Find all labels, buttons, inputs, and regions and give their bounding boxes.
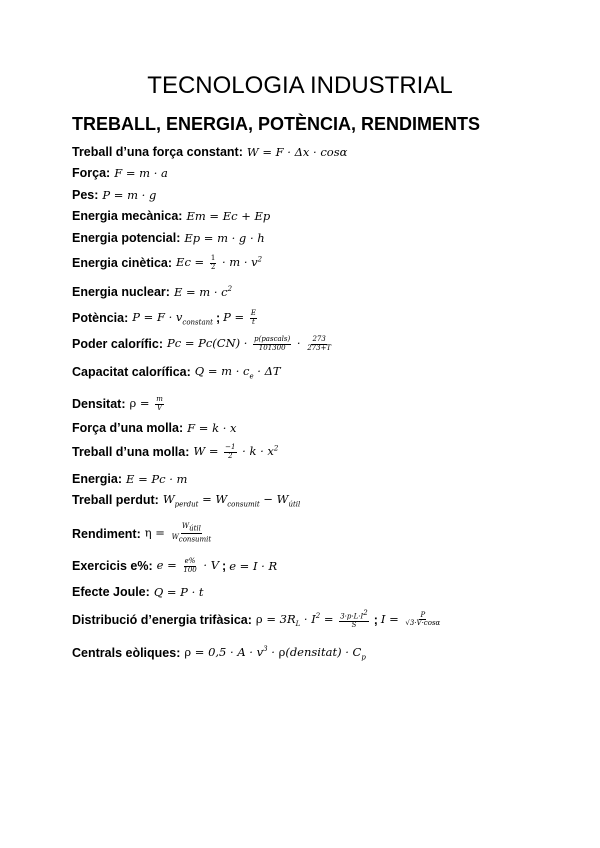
formula-row-spring-force — [72, 421, 237, 435]
formula-expression: η = $\frac{W_{útil}}{W_{consumit}}$ — [144, 522, 212, 544]
formula-label: Densitat: — [72, 397, 126, 412]
formula-row-lost-work — [72, 492, 300, 508]
formula-expression: F = k · x — [187, 421, 237, 435]
formula-row-nuclear-energy — [72, 285, 232, 299]
formula-label: Potència: — [72, 311, 129, 326]
formula-row-wind-power — [72, 645, 366, 661]
formula-label: Energia cinètica: — [72, 256, 173, 271]
formula-row-calorific-power — [72, 336, 334, 352]
formula-row-force — [72, 166, 168, 180]
formula-row-work — [72, 145, 347, 159]
formula-label: Energia mecànica: — [72, 209, 183, 223]
formula-row-potential-energy — [72, 231, 265, 245]
formula-label: Energia potencial: — [72, 231, 181, 245]
formula-expression: W = $\frac{-1}{2}$ · $k \cdot x^2$ — [193, 443, 279, 460]
formula-expression: W = F · Δx · cosα — [246, 145, 348, 159]
formula-expression: e = I · R — [229, 559, 278, 574]
formula-expression: $\rho = 0,5 \cdot A \cdot v^3$ · ρ(densitat) · $C_p$ — [184, 645, 366, 662]
formula-expression: $W_{perdut} = W_{consumit} - W_{útil}$ — [162, 492, 301, 509]
formula-expression: I = $\frac{P}{√3\cdot V\cdot\cos\alpha}$ — [380, 610, 441, 628]
formula-label: Poder calorífic: — [72, 337, 163, 352]
formula-expression: Q = P · t — [153, 585, 204, 599]
formula-expression: Em = Ec + Ep — [186, 209, 271, 223]
formula-row-mechanical-energy — [72, 209, 270, 223]
formula-label: Treball d’una molla: — [72, 445, 190, 460]
formula-expression: F = m · a — [114, 166, 168, 180]
formula-label: Força: — [72, 166, 111, 180]
formula-label: Exercicis e%: — [72, 559, 153, 574]
formula-row-three-phase: Distribució d’energia trifàsica: $\rho = 3R_L \cdot I^2$ = $\frac{3\cdot p\cdot L\cdot I^2}{S}$ ; I = $\frac{P}{√3\cdot V\cdot\cos\alpha}$ — [72, 610, 443, 630]
formula-row-percent-error: Exercicis e%: e = $\frac{e\%}{100}$ · V ; e = I · R — [72, 557, 278, 574]
formula-expression: e = $\frac{e\%}{100}$ · V — [156, 557, 220, 574]
formula-row-spring-work — [72, 444, 278, 460]
formula-expression: Pc = Pc(CN) · $\frac{\text{p(pascals)}}{101300}$ · $\frac{273}{273+T}$ — [167, 335, 332, 352]
formula-row-kinetic-energy — [72, 255, 262, 271]
formula-label: Treball d’una força constant: — [72, 145, 243, 159]
formula-expression: E = Pc · m — [126, 472, 188, 486]
formula-label: Energia: — [72, 472, 123, 486]
formula-expression: P = $\frac{E}{t}$ — [223, 309, 256, 326]
page-title: TECNOLOGIA INDUSTRIAL — [147, 72, 453, 99]
formula-row-density — [72, 396, 166, 412]
formula-row-energy — [72, 472, 187, 486]
formula-label: Energia nuclear: — [72, 285, 170, 299]
formula-expression: $P = F \cdot v_{constant}$ — [132, 310, 213, 327]
section-heading: TREBALL, ENERGIA, POTÈNCIA, RENDIMENTS — [72, 114, 481, 134]
formula-expression: $\rho = 3R_L \cdot I^2$ = $\frac{3\cdot p\cdot L\cdot I^2}{S}$ — [255, 609, 368, 630]
formula-row-joule-effect — [72, 585, 204, 599]
formula-expression: Ec = $\frac{1}{2}$ · $m \cdot v^2$ — [176, 254, 263, 271]
formula-label: Rendiment: — [72, 526, 141, 541]
formula-row-power: Potència: $P = F \cdot v_{constant}$ ; P = $\frac{E}{t}$ — [72, 310, 259, 326]
formula-row-efficiency — [72, 523, 214, 544]
formula-expression: Ep = m · g · h — [184, 231, 265, 245]
formula-label: Força d’una molla: — [72, 421, 184, 435]
formula-expression: ρ = $\frac{m}{V}$ — [129, 395, 163, 412]
formula-expression: $Q = m \cdot c_e \cdot \Delta T$ — [194, 364, 281, 381]
formula-expression: P = m · g — [102, 188, 157, 202]
formula-label: Capacitat calorífica: — [72, 365, 191, 380]
formula-expression: $E = m \cdot c^2$ — [173, 285, 233, 299]
formula-row-weight — [72, 188, 156, 202]
formula-row-heat-capacity — [72, 364, 281, 380]
formula-label: Distribució d’energia trifàsica: — [72, 612, 252, 627]
formula-label: Efecte Joule: — [72, 585, 150, 599]
formula-label: Treball perdut: — [72, 493, 159, 508]
formula-label: Centrals eòliques: — [72, 646, 181, 661]
formula-label: Pes: — [72, 188, 99, 202]
